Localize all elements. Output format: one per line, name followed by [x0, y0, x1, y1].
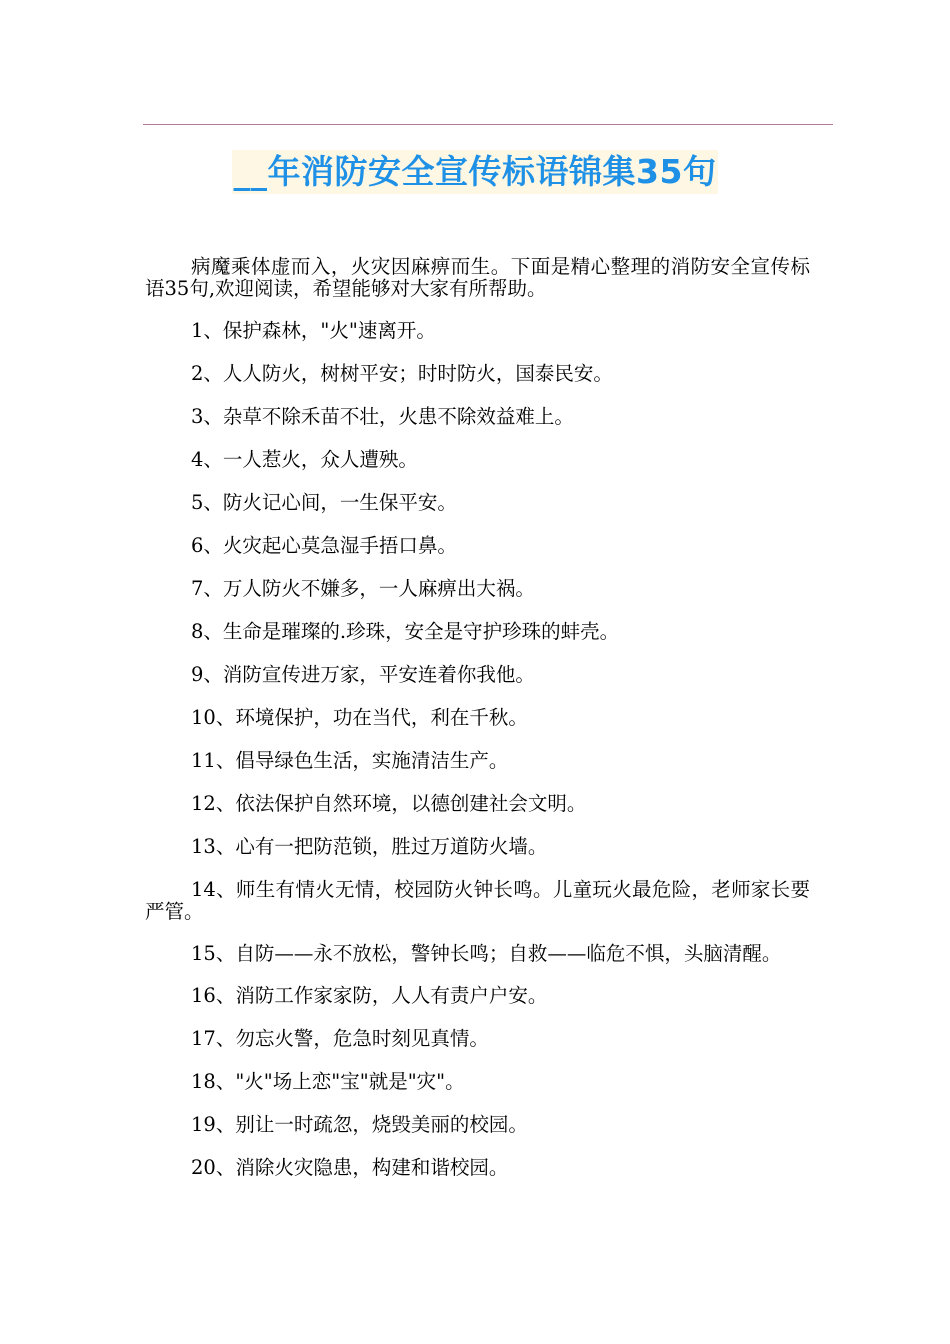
slogan-item: 12、依法保护自然环境，以德创建社会文明。	[191, 792, 587, 815]
slogan-item: 14、师生有情火无情，校园防火钟长鸣。儿童玩火最危险，老师家长要严管。	[145, 878, 810, 923]
slogan-item: 10、环境保护，功在当代，利在千秋。	[191, 706, 528, 729]
slogan-item: 15、自防——永不放松，警钟长鸣；自救——临危不惧，头脑清醒。	[191, 942, 782, 965]
slogan-item: 1、保护森林，"火"速离开。	[191, 319, 436, 342]
slogan-item: 5、防火记心间，一生保平安。	[191, 491, 457, 514]
slogan-item: 3、杂草不除禾苗不壮，火患不除效益难上。	[191, 405, 574, 428]
slogan-item: 13、心有一把防范锁，胜过万道防火墙。	[191, 835, 548, 858]
header-rule	[143, 124, 833, 125]
slogan-item: 11、倡导绿色生活，实施清洁生产。	[191, 749, 509, 772]
document-body	[145, 256, 810, 1200]
document-title: __年消防安全宣传标语锦集35句	[232, 150, 719, 194]
slogan-item: 8、生命是璀璨的.珍珠，安全是守护珍珠的蚌壳。	[191, 620, 620, 643]
slogan-item: 17、勿忘火警，危急时刻见真情。	[191, 1027, 489, 1050]
slogan-item: 16、消防工作家家防，人人有责户户安。	[191, 984, 548, 1007]
slogan-item: 19、别让一时疏忽，烧毁美丽的校园。	[191, 1113, 528, 1136]
slogan-item: 20、消除火灾隐患，构建和谐校园。	[191, 1156, 509, 1179]
slogan-item: 7、万人防火不嫌多，一人麻痹出大祸。	[191, 577, 535, 600]
slogan-item: 4、一人惹火，众人遭殃。	[191, 448, 418, 471]
slogan-item: 18、"火"场上恋"宝"就是"灾"。	[191, 1070, 465, 1093]
slogan-item: 2、人人防火，树树平安；时时防火，国泰民安。	[191, 362, 613, 385]
slogan-item: 9、消防宣传进万家，平安连着你我他。	[191, 663, 535, 686]
intro-paragraph: 病魔乘体虚而入，火灾因麻痹而生。下面是精心整理的消防安全宣传标语35句,欢迎阅读，希望能够对大家有所帮助。	[145, 255, 810, 300]
title-block	[0, 150, 950, 194]
slogan-item: 6、火灾起心莫急湿手捂口鼻。	[191, 534, 457, 557]
